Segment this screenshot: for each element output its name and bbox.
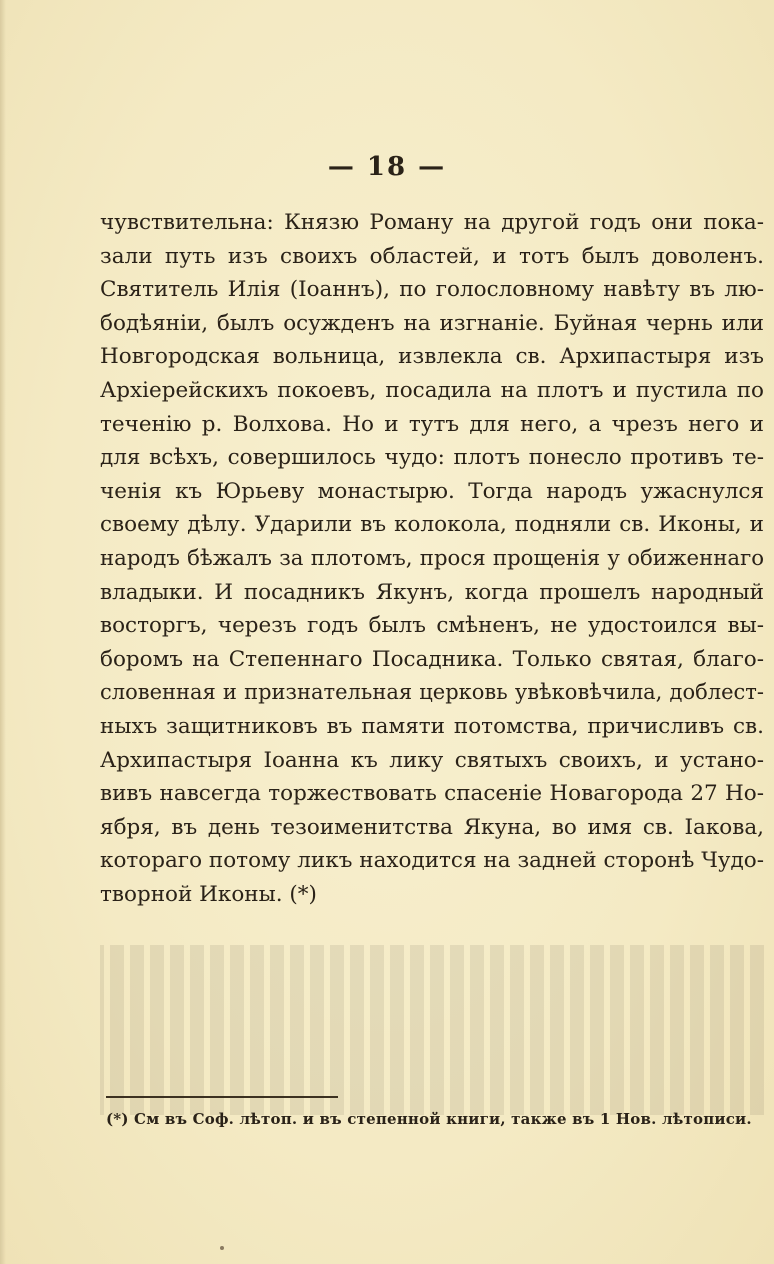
footnote-rule — [106, 1096, 338, 1098]
text-line: народъ бѣжалъ за плотомъ, прося прощенія у обиженнаго — [100, 545, 764, 571]
text-line: чувствительна: Князю Роману на другой годъ они пока- — [100, 210, 764, 235]
text-line: творной Иконы. (*) — [100, 881, 317, 907]
text-line: своему дѣлу. Ударили въ колокола, подняли св. Иконы, и — [100, 512, 764, 538]
text-line: ченія къ Юрьеву монастырю. Тогда народъ ужаснулся — [100, 478, 764, 504]
text-line: боромъ на Степеннаго Посадника. Только святая, благо- — [100, 646, 764, 672]
bleed-through-texture — [100, 945, 764, 1115]
text-line: словенная и признательная церковь увѣковѣчила, доблест- — [100, 680, 764, 705]
page-number: — 18 — — [327, 152, 447, 182]
page-edge-shadow — [0, 0, 6, 1264]
text-line: вивъ навсегда торжествовать спасеніе Новагорода 27 Но- — [100, 781, 764, 807]
text-line: владыки. И посадникъ Якунъ, когда прошелъ народный — [100, 579, 764, 605]
text-line: котораго потому ликъ находится на задней сторонѣ Чудо- — [100, 848, 764, 874]
text-line: ября, въ день тезоименитства Якуна, во имя св. Іакова, — [100, 814, 764, 840]
text-line: Архипастыря Іоанна къ лику святыхъ своихъ, и устано- — [100, 747, 764, 773]
paper-speck — [220, 1246, 224, 1250]
text-line: Новгородская вольница, извлекла св. Архипастыря изъ — [100, 344, 764, 370]
text-line: Святитель Илія (Іоаннъ), по голословному навѣту въ лю- — [100, 277, 764, 303]
body-text — [100, 206, 764, 911]
text-line: для всѣхъ, совершилось чудо: плотъ понесло противъ те- — [100, 445, 764, 471]
text-line: Архіерейскихъ покоевъ, посадила на плотъ и пустила по — [100, 377, 764, 403]
text-line: бодѣяніи, былъ осужденъ на изгнаніе. Буйная чернь или — [100, 310, 764, 336]
text-line: ныхъ защитниковъ въ памяти потомства, причисливъ св. — [100, 713, 764, 739]
footnote: (*) См въ Соф. лѣтоп. и въ степенной книги, также въ 1 Нов. лѣтописи. — [106, 1110, 752, 1128]
text-line: зали путь изъ своихъ областей, и тотъ былъ доволенъ. — [100, 243, 764, 269]
text-line: теченію р. Волхова. Но и тутъ для него, а чрезъ него и — [100, 411, 764, 437]
text-line: восторгъ, черезъ годъ былъ смѣненъ, не удостоился вы- — [100, 613, 764, 639]
